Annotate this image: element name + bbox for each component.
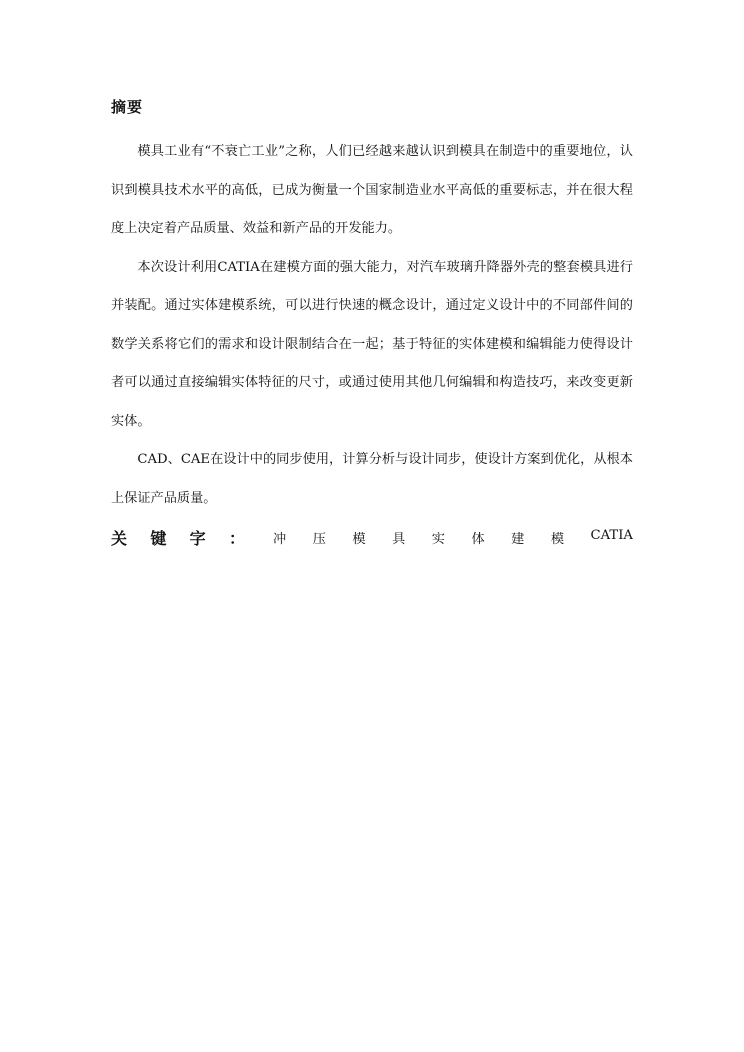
keywords-label-char: ： — [228, 528, 245, 548]
keywords-values — [273, 528, 633, 547]
keyword-char: 体 — [471, 531, 485, 547]
keywords-label-char: 关 — [111, 528, 128, 548]
keyword-char: 模 — [550, 531, 564, 547]
keywords-line — [111, 526, 633, 548]
keyword-char: 建 — [511, 531, 525, 547]
keyword-catia: CATIA — [590, 527, 633, 543]
keywords-label — [111, 526, 245, 549]
keywords-label-char: 键 — [150, 528, 167, 548]
keyword-char: 实 — [431, 531, 445, 547]
keyword-char: 模 — [352, 531, 366, 547]
abstract-heading: 摘要 — [111, 98, 144, 116]
abstract-paragraph: CAD、CAE在设计中的同步使用，计算分析与设计同步，使设计方案到优化，从根本上保证产品质量。 — [111, 452, 633, 506]
keyword-char: 具 — [392, 531, 406, 547]
keyword-char: 压 — [312, 531, 326, 547]
keywords-label-char: 字 — [189, 528, 206, 548]
abstract-paragraph: 本次设计利用CATIA在建模方面的强大能力，对汽车玻璃升降器外壳的整套模具进行并装配。通过实体建模系统，可以进行快速的概念设计，通过定义设计中的不同部件间的数学关系将它们的需求和设计限制结合在一起；基于特征的实体建模和编辑能力使得设计者可以通过直接编辑实体特征的尺寸，或通过使用其他几何编辑和构造技巧，来改变更新实体。 — [111, 259, 633, 429]
abstract-body — [111, 133, 633, 518]
keyword-char: 冲 — [273, 531, 287, 547]
abstract-paragraph: 模具工业有“不衰亡工业”之称，人们已经越来越认识到模具在制造中的重要地位，认识到模具技术水平的高低，已成为衡量一个国家制造业水平高低的重要标志，并在很大程度上决定着产品质量、效益和新产品的开发能力。 — [111, 144, 633, 236]
